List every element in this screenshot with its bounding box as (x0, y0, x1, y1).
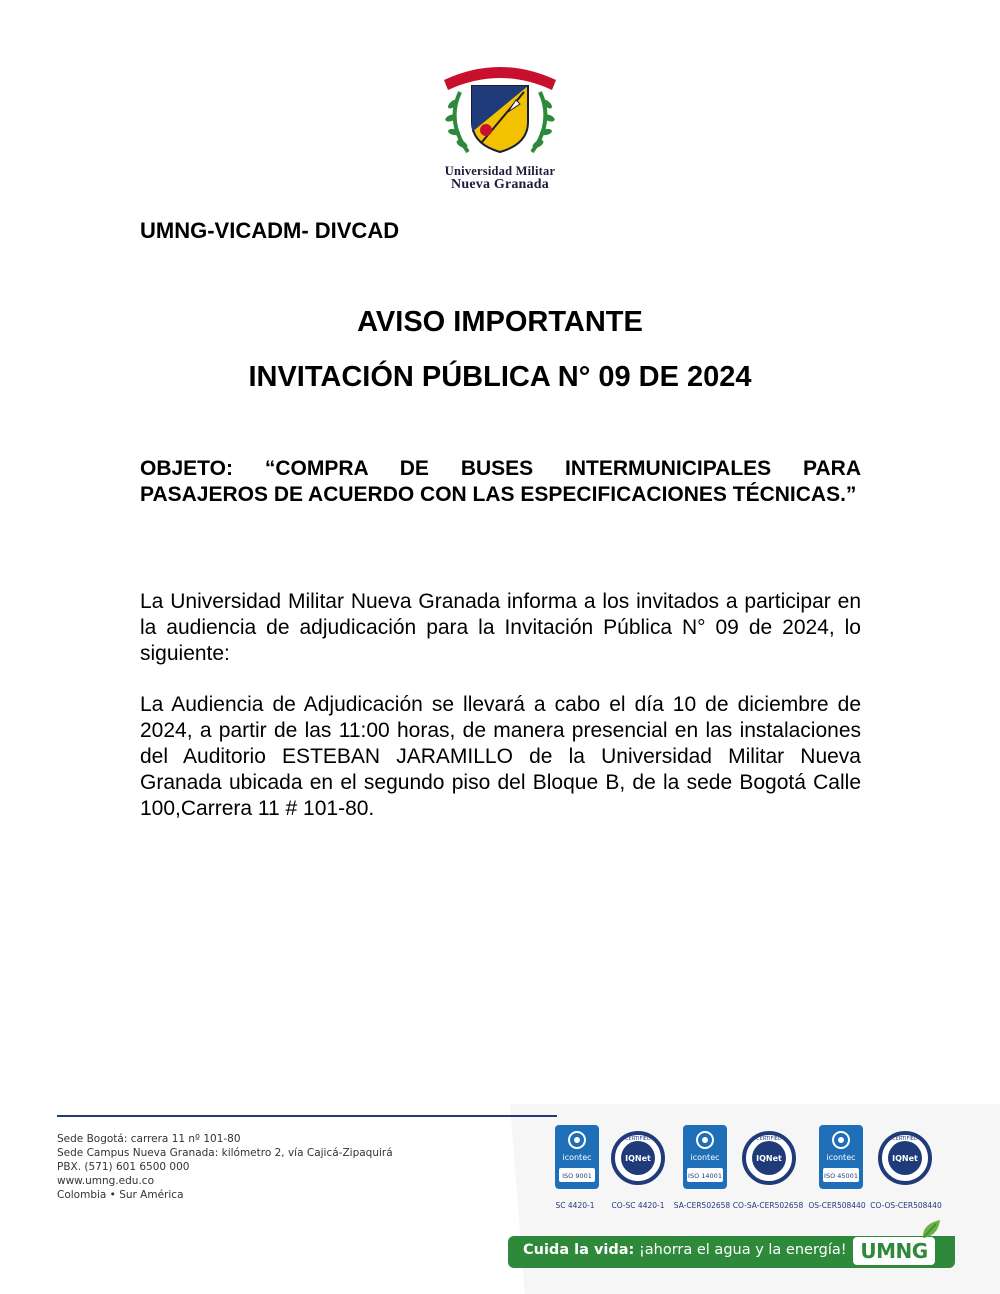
address-line: Sede Campus Nueva Granada: kilómetro 2, vía Cajicá-Zipaquirá (57, 1147, 393, 1159)
cert-brand: icontec (690, 1153, 720, 1162)
cert-standard: ISO 14001 (688, 1172, 722, 1180)
cert-code: CO-SC 4420-1 (611, 1201, 665, 1210)
cert-code: CO-SA-CER502658 (732, 1201, 804, 1210)
icontec-iso9001-badge (550, 1124, 604, 1190)
cert-brand: icontec (562, 1153, 592, 1162)
address-line: PBX. (571) 601 6500 000 (57, 1161, 190, 1173)
cert-brand: IQNet (756, 1154, 782, 1163)
iqnet-certified-badge (878, 1124, 932, 1190)
cert-brand: icontec (826, 1153, 856, 1162)
cert-code: SC 4420-1 (555, 1201, 595, 1210)
document-reference: UMNG-VICADM- DIVCAD (140, 218, 400, 243)
invitation-title: INVITACIÓN PÚBLICA N° 09 DE 2024 (248, 361, 752, 393)
objeto-paragraph: OBJETO: “COMPRA DE BUSES INTERMUNICIPALES PARA PASAJEROS DE ACUERDO CON LAS ESPECIFICACIONES TÉCNICAS.” (140, 457, 861, 506)
umng-logo: UMNG (853, 1237, 935, 1265)
cert-code: SA-CER502658 (673, 1201, 731, 1210)
leaf-icon (920, 1218, 942, 1245)
footer-address (57, 1132, 393, 1202)
cert-standard: CERTIFIED (756, 1136, 782, 1142)
cert-brand: IQNet (625, 1154, 651, 1163)
iqnet-certified-badge (611, 1124, 665, 1190)
icontec-iso45001-badge (814, 1124, 868, 1190)
notice-title: AVISO IMPORTANTE (357, 306, 643, 338)
icontec-iso14001-badge (678, 1124, 732, 1190)
university-name-line1: Universidad Militar (444, 164, 556, 178)
website-link[interactable]: www.umng.edu.co (57, 1175, 154, 1187)
iqnet-certified-badge (742, 1124, 796, 1190)
cert-standard: CERTIFIED (892, 1136, 918, 1142)
cert-code: OS-CER508440 (808, 1201, 866, 1210)
cert-standard: ISO 9001 (562, 1172, 592, 1180)
address-line: Sede Bogotá: carrera 11 nº 101-80 (57, 1133, 241, 1145)
cert-standard: ISO 45001 (824, 1172, 858, 1180)
footer-divider (57, 1115, 557, 1117)
slogan-rest: ¡ahorra el agua y la energía! (638, 1242, 847, 1258)
cert-code: CO-OS-CER508440 (870, 1201, 942, 1210)
intro-paragraph: La Universidad Militar Nueva Granada informa a los invitados a participar en la audiencia de adjudicación para la Invitación Pública N° 09 de 2024, lo siguiente: (140, 590, 861, 665)
audience-details-paragraph: La Audiencia de Adjudicación se llevará a cabo el día 10 de diciembre de 2024, a partir de las 11:00 horas, de manera presencial en las instalaciones del Auditorio ESTEBAN JARAMILLO de la Universidad Militar Nueva Granada ubicada en el segundo piso del Bloque B, de la sede Bogotá Calle 100,Carrera 11 # 101-80. (140, 693, 861, 820)
slogan-bold: Cuida la vida: (523, 1242, 635, 1258)
university-name-line2: Nueva Granada (451, 177, 549, 192)
cert-standard: CERTIFIED (625, 1136, 651, 1142)
slogan-text (523, 1242, 847, 1258)
address-line: Colombia • Sur América (57, 1189, 184, 1201)
cert-brand: IQNet (892, 1154, 918, 1163)
university-name (420, 164, 580, 192)
